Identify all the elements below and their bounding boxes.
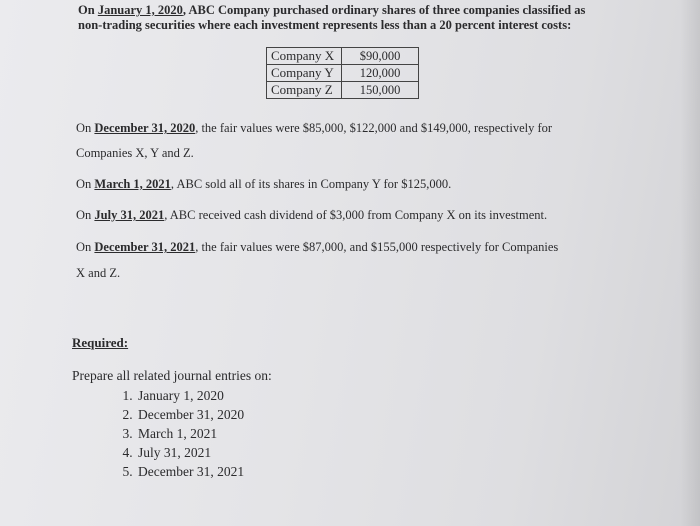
list-item: 1. January 1, 2020 bbox=[136, 386, 244, 405]
event-dec-2021: On December 31, 2021, the fair values were $87,000, and $155,000 respectively for Companies bbox=[76, 240, 559, 254]
company-cost: $90,000 bbox=[342, 48, 419, 65]
page-edge-shadow bbox=[680, 0, 700, 526]
company-cost: 150,000 bbox=[342, 82, 419, 99]
required-prompt: Prepare all related journal entries on: bbox=[72, 368, 272, 383]
company-name: Company Z bbox=[267, 82, 342, 99]
list-item: 3. March 1, 2021 bbox=[136, 424, 244, 443]
table-row bbox=[267, 65, 419, 82]
event-jul-2021: On July 31, 2021, ABC received cash dividend of $3,000 from Company X on its investment. bbox=[76, 208, 548, 222]
company-name: Company Y bbox=[267, 65, 342, 82]
required-heading: Required: bbox=[72, 335, 129, 350]
event-dec-2021-line2: X and Z. bbox=[76, 266, 121, 280]
task-list bbox=[112, 386, 244, 481]
list-item: 5. December 31, 2021 bbox=[136, 462, 244, 481]
company-cost: 120,000 bbox=[342, 65, 419, 82]
list-item: 2. December 31, 2020 bbox=[136, 405, 244, 424]
company-name: Company X bbox=[267, 48, 342, 65]
event-dec-2020: On December 31, 2020, the fair values were $85,000, $122,000 and $149,000, respectively for bbox=[76, 121, 553, 135]
intro-line-1: On January 1, 2020, ABC Company purchased ordinary shares of three companies classified as bbox=[78, 3, 586, 17]
intro-line-2: non-trading securities where each investment represents less than a 20 percent interest costs: bbox=[78, 18, 572, 32]
event-mar-2021: On March 1, 2021, ABC sold all of its shares in Company Y for $125,000. bbox=[76, 177, 452, 191]
holdings-table bbox=[266, 47, 419, 99]
table-row bbox=[267, 82, 419, 99]
table-row bbox=[267, 48, 419, 65]
list-item: 4. July 31, 2021 bbox=[136, 443, 244, 462]
intro-date: January 1, 2020 bbox=[97, 3, 183, 17]
event-dec-2020-line2: Companies X, Y and Z. bbox=[76, 146, 194, 160]
